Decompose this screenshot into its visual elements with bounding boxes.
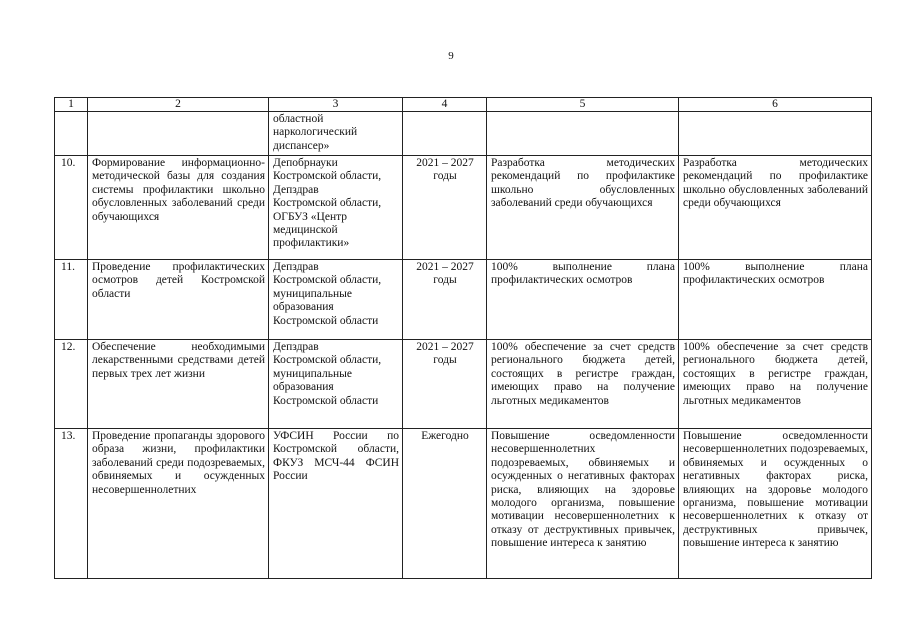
cell-executors: Депобрнауки Костромской области, Депздрав Костромской области, ОГБУЗ «Центр медицинской профилактики» bbox=[269, 156, 403, 260]
measures-table bbox=[54, 97, 872, 579]
table-row bbox=[55, 156, 872, 260]
cell-num: 13. bbox=[55, 429, 88, 579]
cell-result bbox=[487, 112, 679, 156]
cell-executors: областной наркологический диспансер» bbox=[269, 112, 403, 156]
cell-activity: Обеспечение необходимыми лекарственными средствами детей первых трех лет жизни bbox=[88, 340, 269, 429]
cell-indicator: Повышение осведомленности несовершеннолетних подозреваемых, обвиняемых и осужденных о негативных факторах риска, влияющих на здоровье молодого организма, повышение мотивации несовершеннолетних к отказу от деструктивных привычек, повышение интереса к занятию bbox=[679, 429, 872, 579]
page-number: 9 bbox=[448, 50, 454, 62]
column-header: 2 bbox=[88, 98, 269, 112]
cell-result: Повышение осведомленности несовершеннолетних подозреваемых, обвиняемых и осужденных о негативных факторах риска, влияющих на здоровье молодого организма, повышение мотивации несовершеннолетних к отказу от деструктивных привычек, повышение интереса к занятию bbox=[487, 429, 679, 579]
table-row-continuation bbox=[55, 112, 872, 156]
cell-period: Ежегодно bbox=[403, 429, 487, 579]
cell-result: Разработка методических рекомендаций по профилактике школьно обусловленных заболеваний среди обучающихся bbox=[487, 156, 679, 260]
cell-period: 2021 – 2027 годы bbox=[403, 156, 487, 260]
cell-indicator bbox=[679, 112, 872, 156]
table-header-row bbox=[55, 98, 872, 112]
cell-result: 100% обеспечение за счет средств регионального бюджета детей, состоящих в регистре граждан, имеющих право на получение льготных медикаментов bbox=[487, 340, 679, 429]
cell-activity: Формирование информационно-методической базы для создания системы профилактики школьно обусловленных заболеваний среди обучающихся bbox=[88, 156, 269, 260]
cell-num: 11. bbox=[55, 260, 88, 340]
column-header: 4 bbox=[403, 98, 487, 112]
cell-activity: Проведение профилактических осмотров детей Костромской области bbox=[88, 260, 269, 340]
cell-period bbox=[403, 112, 487, 156]
column-header: 6 bbox=[679, 98, 872, 112]
cell-activity bbox=[88, 112, 269, 156]
cell-num: 10. bbox=[55, 156, 88, 260]
column-header: 1 bbox=[55, 98, 88, 112]
cell-period: 2021 – 2027 годы bbox=[403, 260, 487, 340]
cell-indicator: Разработка методических рекомендаций по профилактике школьно обусловленных заболеваний среди обучающихся bbox=[679, 156, 872, 260]
cell-indicator: 100% выполнение плана профилактических осмотров bbox=[679, 260, 872, 340]
table-row bbox=[55, 429, 872, 579]
column-header: 5 bbox=[487, 98, 679, 112]
column-header: 3 bbox=[269, 98, 403, 112]
cell-num bbox=[55, 112, 88, 156]
table-row bbox=[55, 340, 872, 429]
table-row bbox=[55, 260, 872, 340]
cell-indicator: 100% обеспечение за счет средств регионального бюджета детей, состоящих в регистре граждан, имеющих право на получение льготных медикаментов bbox=[679, 340, 872, 429]
cell-executors: Депздрав Костромской области, муниципальные образования Костромской области bbox=[269, 260, 403, 340]
cell-executors: УФСИН России по Костромской области, ФКУЗ МСЧ-44 ФСИН России bbox=[269, 429, 403, 579]
cell-num: 12. bbox=[55, 340, 88, 429]
cell-period: 2021 – 2027 годы bbox=[403, 340, 487, 429]
cell-activity: Проведение пропаганды здорового образа жизни, профилактики заболеваний среди подозреваемых, обвиняемых и осужденных несовершеннолетних bbox=[88, 429, 269, 579]
cell-executors: Депздрав Костромской области, муниципальные образования Костромской области bbox=[269, 340, 403, 429]
cell-result: 100% выполнение плана профилактических осмотров bbox=[487, 260, 679, 340]
